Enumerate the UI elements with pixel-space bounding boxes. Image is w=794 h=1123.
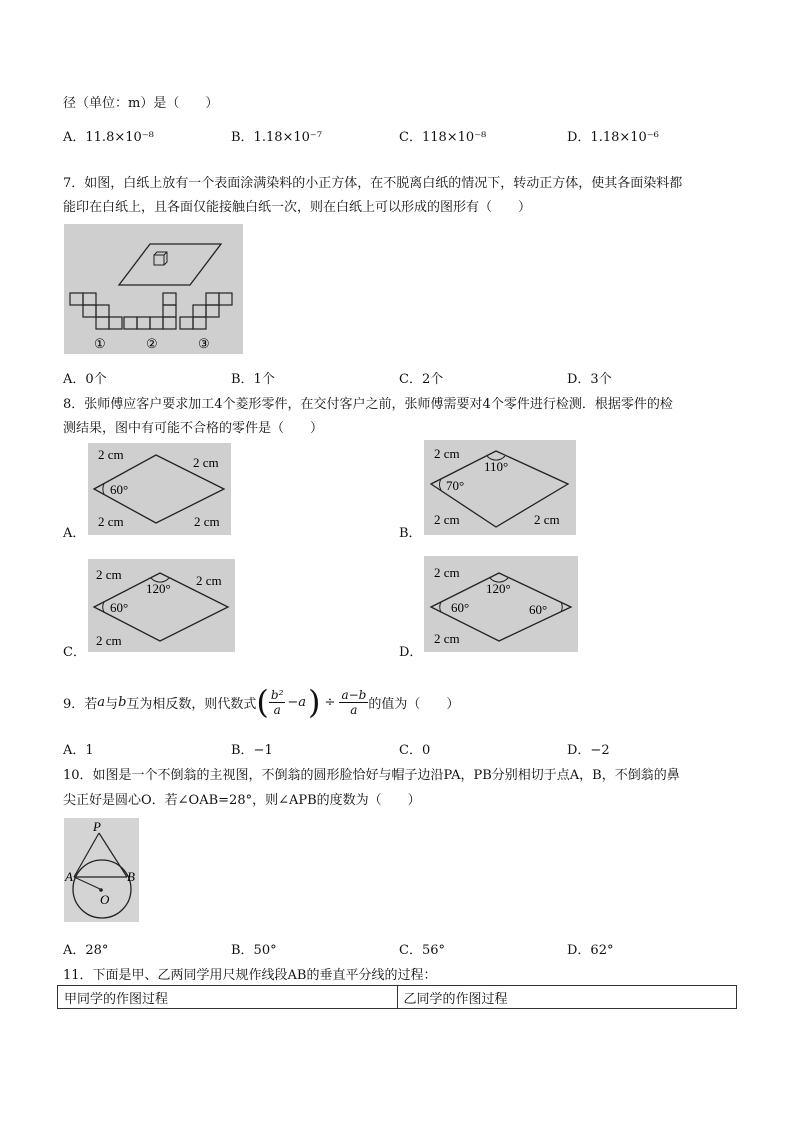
q8-stem-line2: 测结果，图中有可能不合格的零件是（ ）: [63, 421, 324, 436]
q8-option-b: B．: [399, 526, 422, 541]
q9-option-d: D．−2: [567, 743, 610, 758]
q9-fraction2: $\frac{a-b}{a}$: [341, 687, 367, 717]
q6-option-d: D．1.18×10⁻⁶: [567, 130, 659, 145]
q10-option-a: A．28°: [63, 943, 109, 958]
q8c-side2: 2 cm: [196, 573, 222, 588]
q8a-angle: 60°: [110, 482, 129, 497]
q9-fraction1: $\frac{\text{b²}}{a}$: [270, 687, 284, 717]
q9-option-b: B．−1: [231, 743, 273, 758]
q8d-angle-left: 60°: [451, 600, 470, 615]
q10-option-d: D．62°: [567, 943, 614, 958]
q8d-side3: 2 cm: [434, 631, 460, 646]
q10-stem-line2: 尖正好是圆心O．若∠OAB=28°，则∠APB的度数为（ ）: [63, 793, 421, 808]
q10-label-a: A: [65, 869, 73, 884]
q8a-side4: 2 cm: [194, 514, 220, 529]
q8-figure-c: [88, 559, 235, 652]
q9-paren-left: (: [256, 683, 269, 721]
q7-option-b: B．1个: [231, 372, 275, 387]
q8a-side2: 2 cm: [193, 455, 219, 470]
q8-stem-line1: 8．张师傅应客户要求加工4个菱形零件，在交付客户之前，张师傅需要对4个零件进行检测．根据零件的检: [63, 397, 673, 412]
q8b-side1: 2 cm: [434, 446, 460, 461]
q8-figure-d: [424, 556, 578, 652]
q7-option-c: C．2个: [399, 372, 444, 387]
q9-mid1: 与: [105, 696, 119, 712]
q8-option-a: A．: [63, 526, 86, 541]
q10-label-b: B: [127, 869, 135, 884]
q7-stem-line1: 7．如图，白纸上放有一个表面涂满染料的小正方体，在不脱离白纸的情况下，转动正方体，使其各面染料都: [63, 176, 683, 191]
q6-option-b: B．1.18×10⁻⁷: [231, 130, 323, 145]
q10-option-c: C．56°: [399, 943, 445, 958]
q8-figure-a: [88, 443, 231, 535]
q9-stem: [63, 680, 459, 724]
q8d-angle-top: 120°: [486, 581, 511, 596]
q9-div: ÷: [324, 694, 336, 710]
q8a-side1: 2 cm: [98, 447, 124, 462]
q8d-side1: 2 cm: [434, 565, 460, 580]
q8c-angle-top: 120°: [146, 581, 171, 596]
q7-stem-line2: 能印在白纸上，且各面仅能接触白纸一次，则在白纸上可以形成的图形有（ ）: [63, 200, 532, 215]
q8d-angle-right: 60°: [529, 602, 548, 617]
q9-suffix: 的值为（ ）: [368, 696, 460, 712]
q8b-side4: 2 cm: [534, 512, 560, 527]
q7-figure: [64, 224, 243, 354]
table-header-jia: 甲同学的作图过程: [58, 986, 398, 1009]
q6-option-a: A．11.8×10⁻⁸: [63, 130, 154, 145]
q7-label-2: ②: [146, 336, 158, 351]
q10-figure: [64, 818, 139, 922]
q10-stem-line1: 10．如图是一个不倒翁的主视图，不倒翁的圆形脸恰好与帽子边沿PA，PB分别相切于点A，B，不倒翁的鼻: [63, 768, 680, 783]
q9-var-b: b: [118, 694, 127, 710]
q9-mid2: 互为相反数，则代数式: [126, 696, 257, 712]
q9-option-c: C．0: [399, 743, 431, 758]
q8b-angle-left: 70°: [446, 478, 465, 493]
q8-figure-b: [424, 440, 576, 535]
table-header-yi: 乙同学的作图过程: [397, 986, 737, 1009]
q8b-side3: 2 cm: [434, 512, 460, 527]
q7-label-1: ①: [94, 336, 106, 351]
q7-option-a: A．0个: [63, 372, 107, 387]
table-row: [58, 986, 737, 1009]
q6-stem: 径（单位：m）是（ ）: [63, 96, 219, 111]
q7-label-3: ③: [198, 336, 210, 351]
q10-label-p: P: [93, 819, 101, 834]
q9-paren-right: ): [308, 683, 321, 721]
q8c-side1: 2 cm: [96, 567, 122, 582]
q10-label-o: O: [100, 892, 110, 907]
q8c-angle-left: 60°: [110, 600, 129, 615]
q11-stem: 11．下面是甲、乙两同学用尺规作线段AB的垂直平分线的过程：: [63, 968, 437, 983]
q9-minus-a: −a: [287, 694, 307, 710]
q8a-side3: 2 cm: [98, 514, 124, 529]
q9-prefix: 9．若: [63, 696, 98, 712]
q10-option-b: B．50°: [231, 943, 277, 958]
q6-option-c: C．118×10⁻⁸: [399, 130, 487, 145]
q9-option-a: A．1: [63, 743, 94, 758]
q8-option-d: D．: [399, 645, 423, 660]
q9-var-a: a: [97, 694, 106, 710]
q8b-angle-top: 110°: [484, 459, 509, 474]
q11-table: [57, 985, 737, 1009]
q8c-side3: 2 cm: [96, 633, 122, 648]
q8-option-c: C．: [63, 645, 86, 660]
q7-option-d: D．3个: [567, 372, 612, 387]
